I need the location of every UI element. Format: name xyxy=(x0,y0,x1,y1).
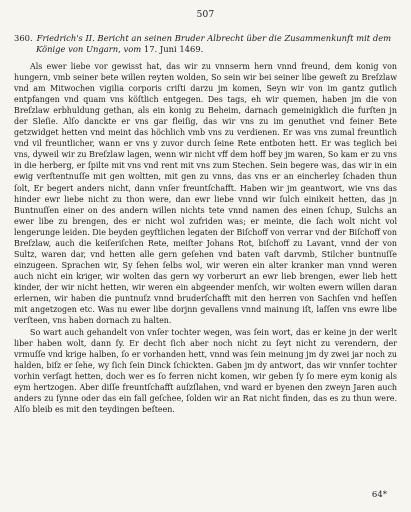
page-number: 507 xyxy=(196,10,215,20)
heading-line-1: Friedrich's II. Bericht an seinen Bruder Albrecht über die Zusammenkunft mit dem xyxy=(36,33,392,43)
heading-number: 360. xyxy=(14,33,33,43)
document-heading xyxy=(14,33,397,55)
heading-line-2-wrap xyxy=(14,44,397,55)
body-paragraph-2: So wart auch gehandelt von vnſer tochter wegen, was ſein wort, das er keine jn der werlt liber haben wolt, dann ſy. Er decht ſich aber noch nicht zu ſeyt nicht zu verendern, der vrmuſſe vnd krige halben, ſo er vorhanden hett, vnnd was ſein meinung jm dy zwei jar noch zu halden, biſz er ſehe, wy ſich ſein Dinck ſchickten. Gaben jm dy antwort, das wir vnnſer tochter vorhin verſagt hetten, doch wer es ſo ferren nicht komen, wir geben ſy ſo mere eym konig als eym hertzogen. Aber diſſe freuntſchafft auſzſlahen, vnd ward er byenen den zweyn Jaren auch anders zu ſynne oder das ein fall geſchee, ſolden wir an Rat nicht finden, das es zu thun were. Alſo bleib es mit den teydingen beſteen. xyxy=(14,328,397,415)
body-paragraph-1: Als ewer liebe vor gewisst hat, das wir zu vnnserm hern vnnd freund, dem konig von hungern, vmb seiner bete willen reyten wolden, So sein wir bei seiner libe geweſt zu Breſzlaw vnd am Mitwochen vigilia corporis criſti darzu jm komen, Seyn wir von im gantz gutlich entpfangen vnd quam vns köſtlich entgegen. Des tags, eh wir quemen, haben jm die von Breſzlaw erbhuldung gethan, als ein konig zu Beheim, darnach gemeinigklich die furſten jn der Sleſie. Alſo danckte er vns gar fleiſig, das wir vns zu im genuthet vnd feiner Bete getzwidget hetten vnd meint das höchlich vmb vns zu verdienen. Er was vns zumal freuntlich vnd vil freuntlicher, wann er vns y zuvor durch ſeine Rete entboten hett. Er was teglich bei vns, dyweil wir zu Breſzlaw lagen, wenn wir nicht vff dem hoff bey jm waren, So kam er zu vns in die herberg, er ſpilte mit vns vnd rent mit vns zum Stechen. Sein begere was, das wir in ein ewig verſtentnuſſe mit gen woltten, mit gen zu vnns, das vns er an eincherley ſchaden thun ſolt, Er begert anders nicht, dann vnſer freuntſchafft. Haben wir jm geantwort, wie vns das hinder ewr liebe nicht zu thon were, dan ewr liebe vnnd wir ſulch einikeit hetten, das jn Buntnuſſen einer on des andern willen nichts tete vnnd namen des einen ſchup, Sulchs an ewer libe zu brengen, des er nicht wol zufriden was; er meinte, die ſach wolt nicht vol lengerunge leiden. Die beyden geyſtlichen legaten der Biſchoff von verrar vnd der Biſchoff von Breſzlaw, auch die keiſeriſchen Rete, meiſter Johans Rot, biſchoff zu Lavant, vnnd der von Sultz, waren dar, vnd hetten alle gern geſehen vnd baten vaſt darvmb, Stilcher buntnuſſe einzugeen. Sprachen wir, Sy ſehen ſelbs wol, wir weren ein alter kranker man vnnd weren auch nicht ein kriger, wir wolten das gern wy vorberurt an ewr lieb brengen, ewer lieb hett kinder, der wir nicht hetten, wir weren ein abgeender menſch, wir wolten ewern willen daran erlernen, wir haben die puntnuſz vnnd bruderſchafft mit den herren von Sachſen vnd heſſen mit angetzogen etc. Was nu ewer libe dorjnn gevallens vnnd mainung iſt, laſſen vns ewre libe verſteen, vns haben dornach zu halten. xyxy=(14,62,397,326)
heading-date: 17. Juni 1469. xyxy=(143,44,204,54)
sheet-signature: 64* xyxy=(371,490,387,500)
heading-line-2: Könige von Ungarn, vom xyxy=(36,44,142,54)
